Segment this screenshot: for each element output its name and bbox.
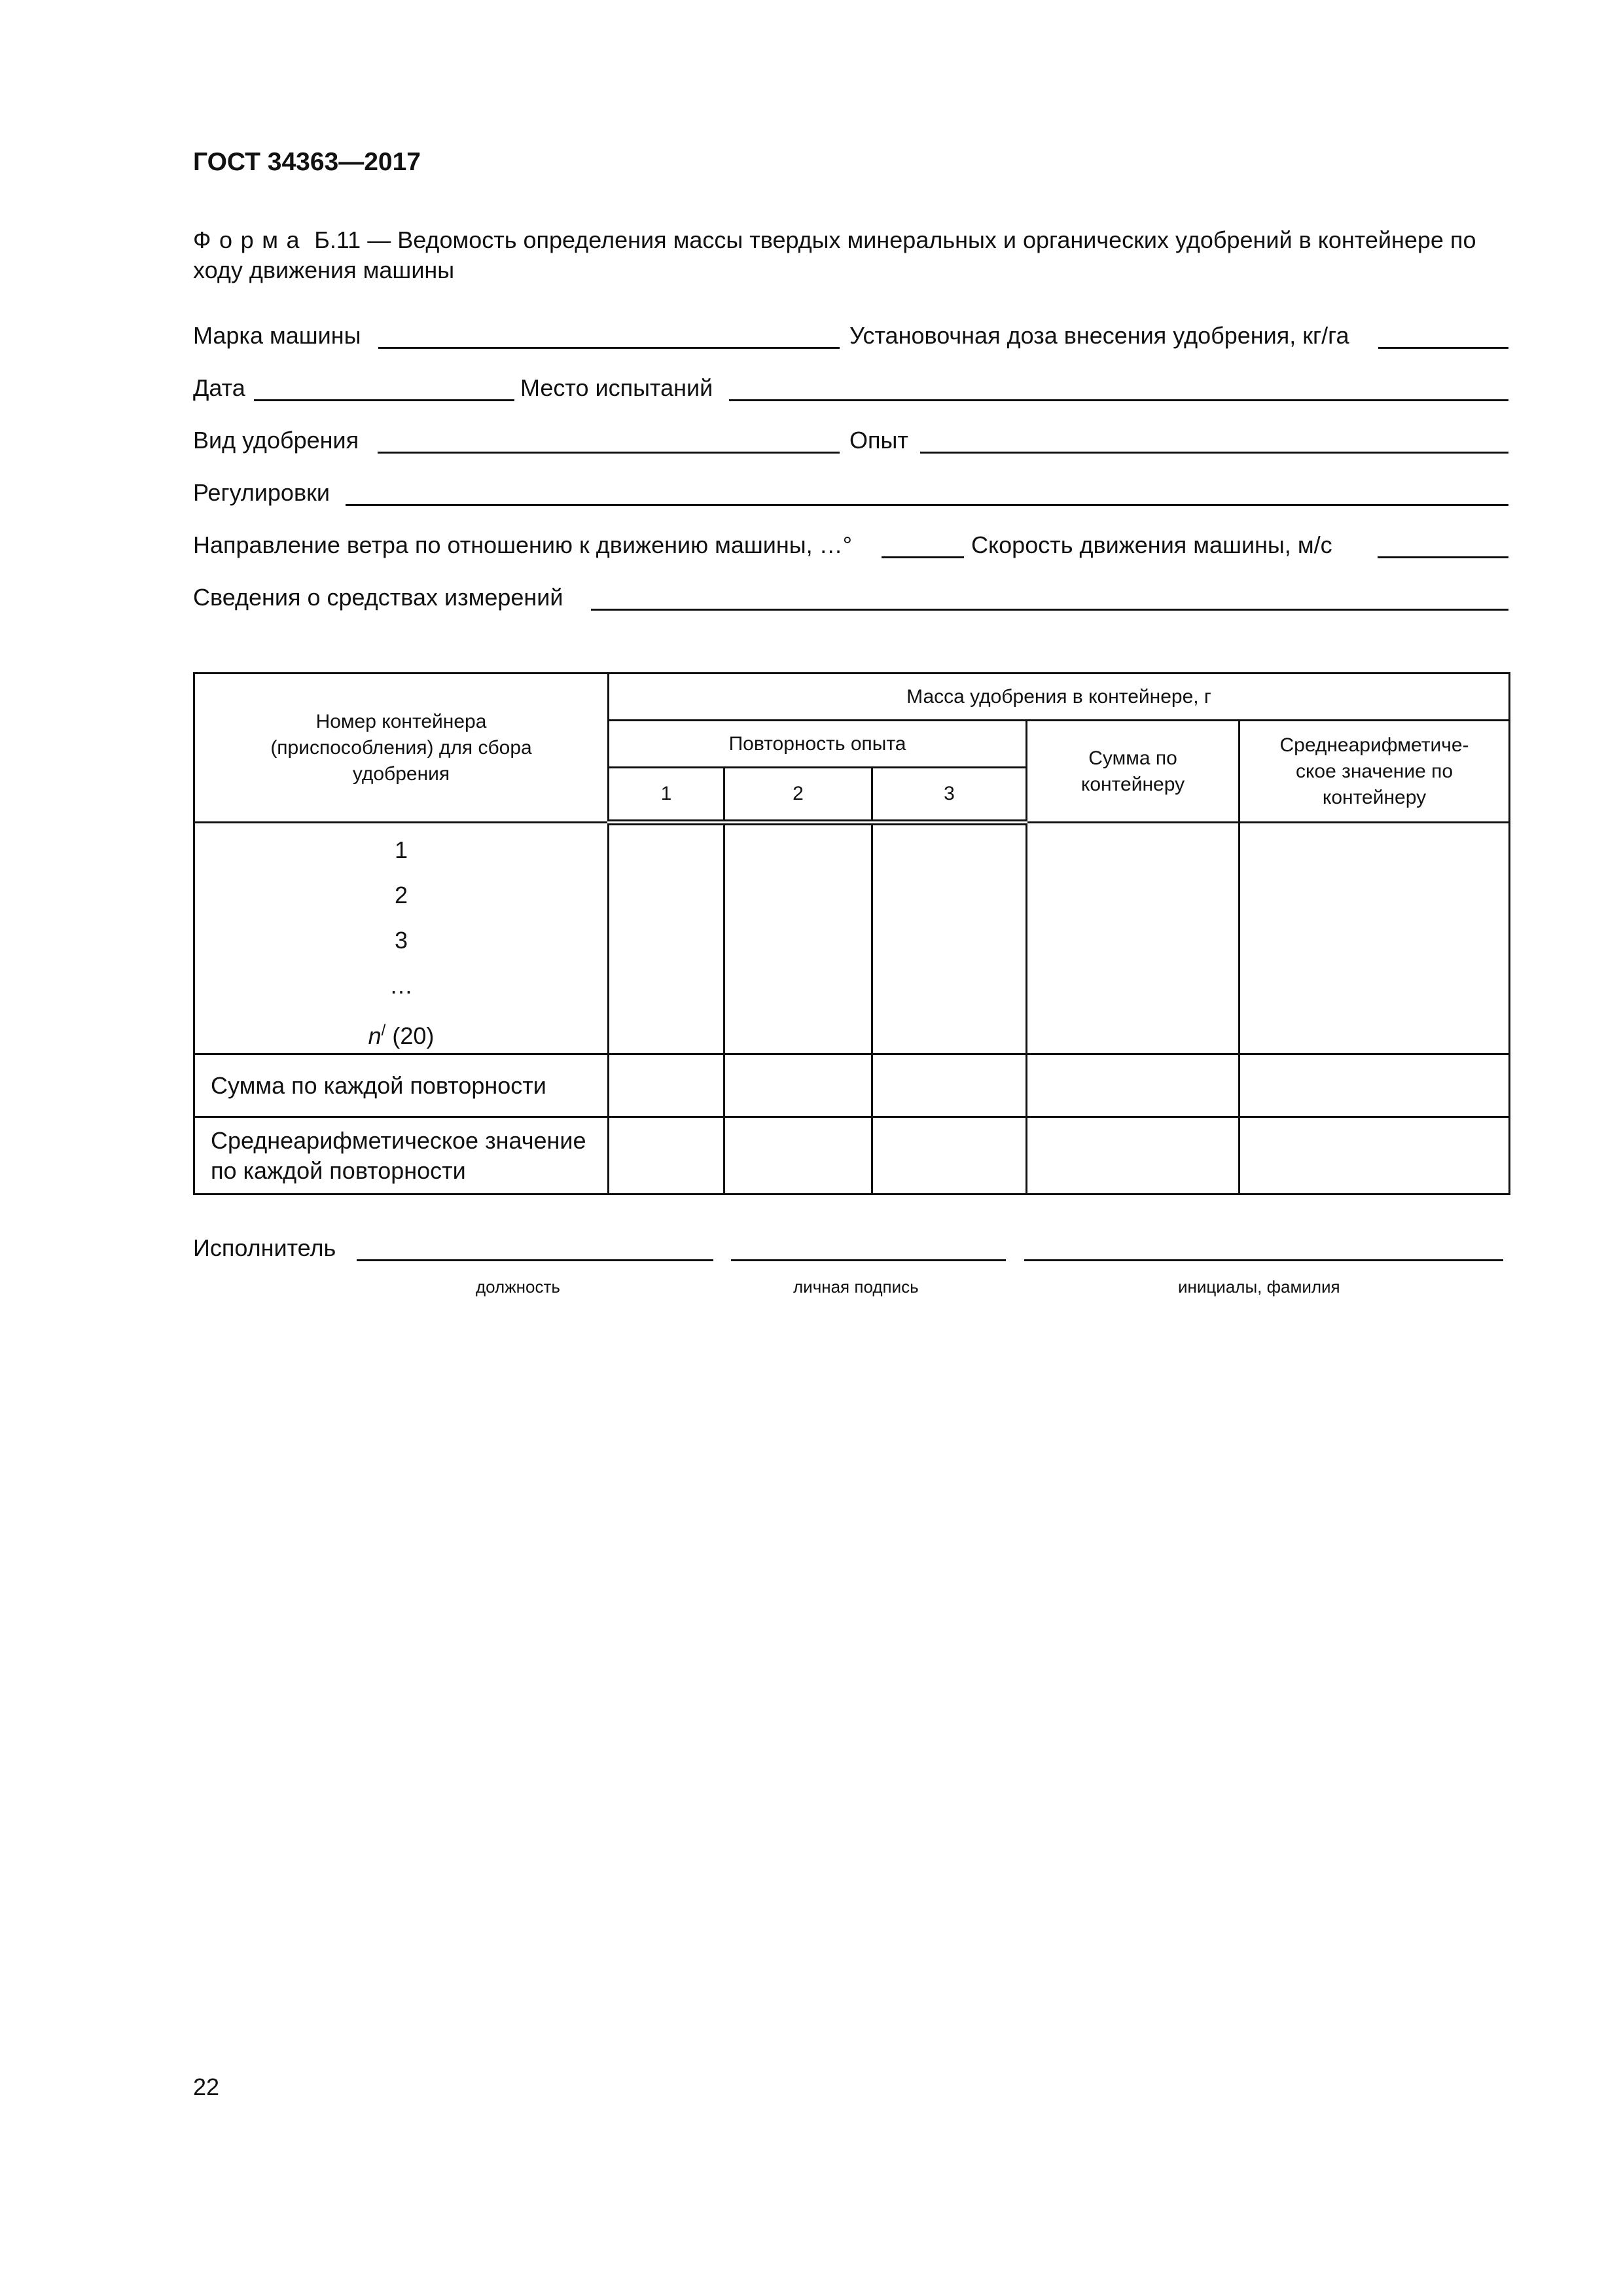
container-row: …	[389, 972, 413, 999]
adjustments-label: Регулировки	[193, 479, 330, 506]
data-cell[interactable]	[872, 823, 1027, 1054]
data-cell[interactable]	[724, 823, 872, 1054]
data-cell[interactable]	[872, 1054, 1027, 1117]
n-symbol: n	[368, 1022, 382, 1049]
data-cell[interactable]	[724, 1117, 872, 1194]
header-repeat-2: 2	[724, 768, 872, 823]
data-cell[interactable]	[1240, 1054, 1510, 1117]
page-number: 22	[193, 2073, 220, 2100]
header-repeat: Повторность опыта	[609, 721, 1027, 768]
data-cell[interactable]	[1240, 1117, 1510, 1194]
container-row: 3	[394, 927, 408, 954]
form-caption	[193, 225, 1512, 285]
fertilizer-type-field[interactable]	[378, 452, 840, 454]
signature-caption: личная подпись	[793, 1277, 919, 1297]
header-repeat-1: 1	[609, 768, 724, 823]
container-row: 1	[394, 836, 408, 863]
position-field[interactable]	[357, 1259, 713, 1261]
n-count: (20)	[385, 1022, 435, 1049]
name-field[interactable]	[1024, 1259, 1503, 1261]
container-row-last	[195, 1008, 607, 1053]
instruments-field[interactable]	[591, 609, 1508, 611]
data-cell[interactable]	[872, 1117, 1027, 1194]
performer-label: Исполнитель	[193, 1234, 336, 1261]
header-container-number: Номер контейнера (приспособления) для сбора удобрения	[194, 673, 609, 823]
header-mean-per-container: Среднеарифметиче-ское значение по контейнеру	[1240, 721, 1510, 823]
form-title: Б.11 — Ведомость определения массы твердых минеральных и органических удобрений в контейнере по ходу движения машины	[193, 226, 1476, 283]
wind-label: Направление ветра по отношению к движению машины, …°	[193, 531, 853, 558]
document-header: ГОСТ 34363—2017	[193, 148, 421, 176]
speed-label: Скорость движения машины, м/с	[971, 531, 1332, 558]
row-mean-label: Среднеарифметическое значение по каждой повторности	[194, 1117, 609, 1194]
n-prime: /	[381, 1022, 386, 1039]
form-word: Форма	[193, 226, 308, 253]
signature-field[interactable]	[731, 1259, 1006, 1261]
place-field[interactable]	[729, 399, 1508, 401]
adjustments-field[interactable]	[346, 504, 1508, 506]
data-cell[interactable]	[724, 1054, 872, 1117]
instruments-label: Сведения о средствах измерений	[193, 584, 563, 611]
data-cell[interactable]	[1027, 823, 1240, 1054]
machine-brand-label: Марка машины	[193, 322, 361, 349]
mass-table	[193, 672, 1510, 1195]
experiment-field[interactable]	[920, 452, 1508, 454]
data-cell[interactable]	[1027, 1117, 1240, 1194]
experiment-label: Опыт	[849, 427, 908, 454]
date-label: Дата	[193, 374, 245, 401]
fertilizer-type-label: Вид удобрения	[193, 427, 359, 454]
dose-label: Установочная доза внесения удобрения, кг/га	[849, 322, 1349, 349]
place-label: Место испытаний	[520, 374, 713, 401]
dose-field[interactable]	[1378, 347, 1508, 349]
date-field[interactable]	[254, 399, 514, 401]
data-cell[interactable]	[1240, 823, 1510, 1054]
container-row: 2	[394, 882, 408, 908]
wind-field[interactable]	[882, 556, 964, 558]
data-cell[interactable]	[609, 1054, 724, 1117]
header-sum-per-container: Сумма по контейнеру	[1027, 721, 1240, 823]
position-caption: должность	[476, 1277, 560, 1297]
speed-field[interactable]	[1378, 556, 1508, 558]
machine-brand-field[interactable]	[378, 347, 840, 349]
data-cell[interactable]	[1027, 1054, 1240, 1117]
header-repeat-3: 3	[872, 768, 1027, 823]
name-caption: инициалы, фамилия	[1178, 1277, 1340, 1297]
row-sum-label: Сумма по каждой повторности	[194, 1054, 609, 1117]
header-mass: Масса удобрения в контейнере, г	[609, 673, 1510, 721]
container-list-cell	[194, 823, 609, 1054]
data-cell[interactable]	[609, 823, 724, 1054]
data-cell[interactable]	[609, 1117, 724, 1194]
